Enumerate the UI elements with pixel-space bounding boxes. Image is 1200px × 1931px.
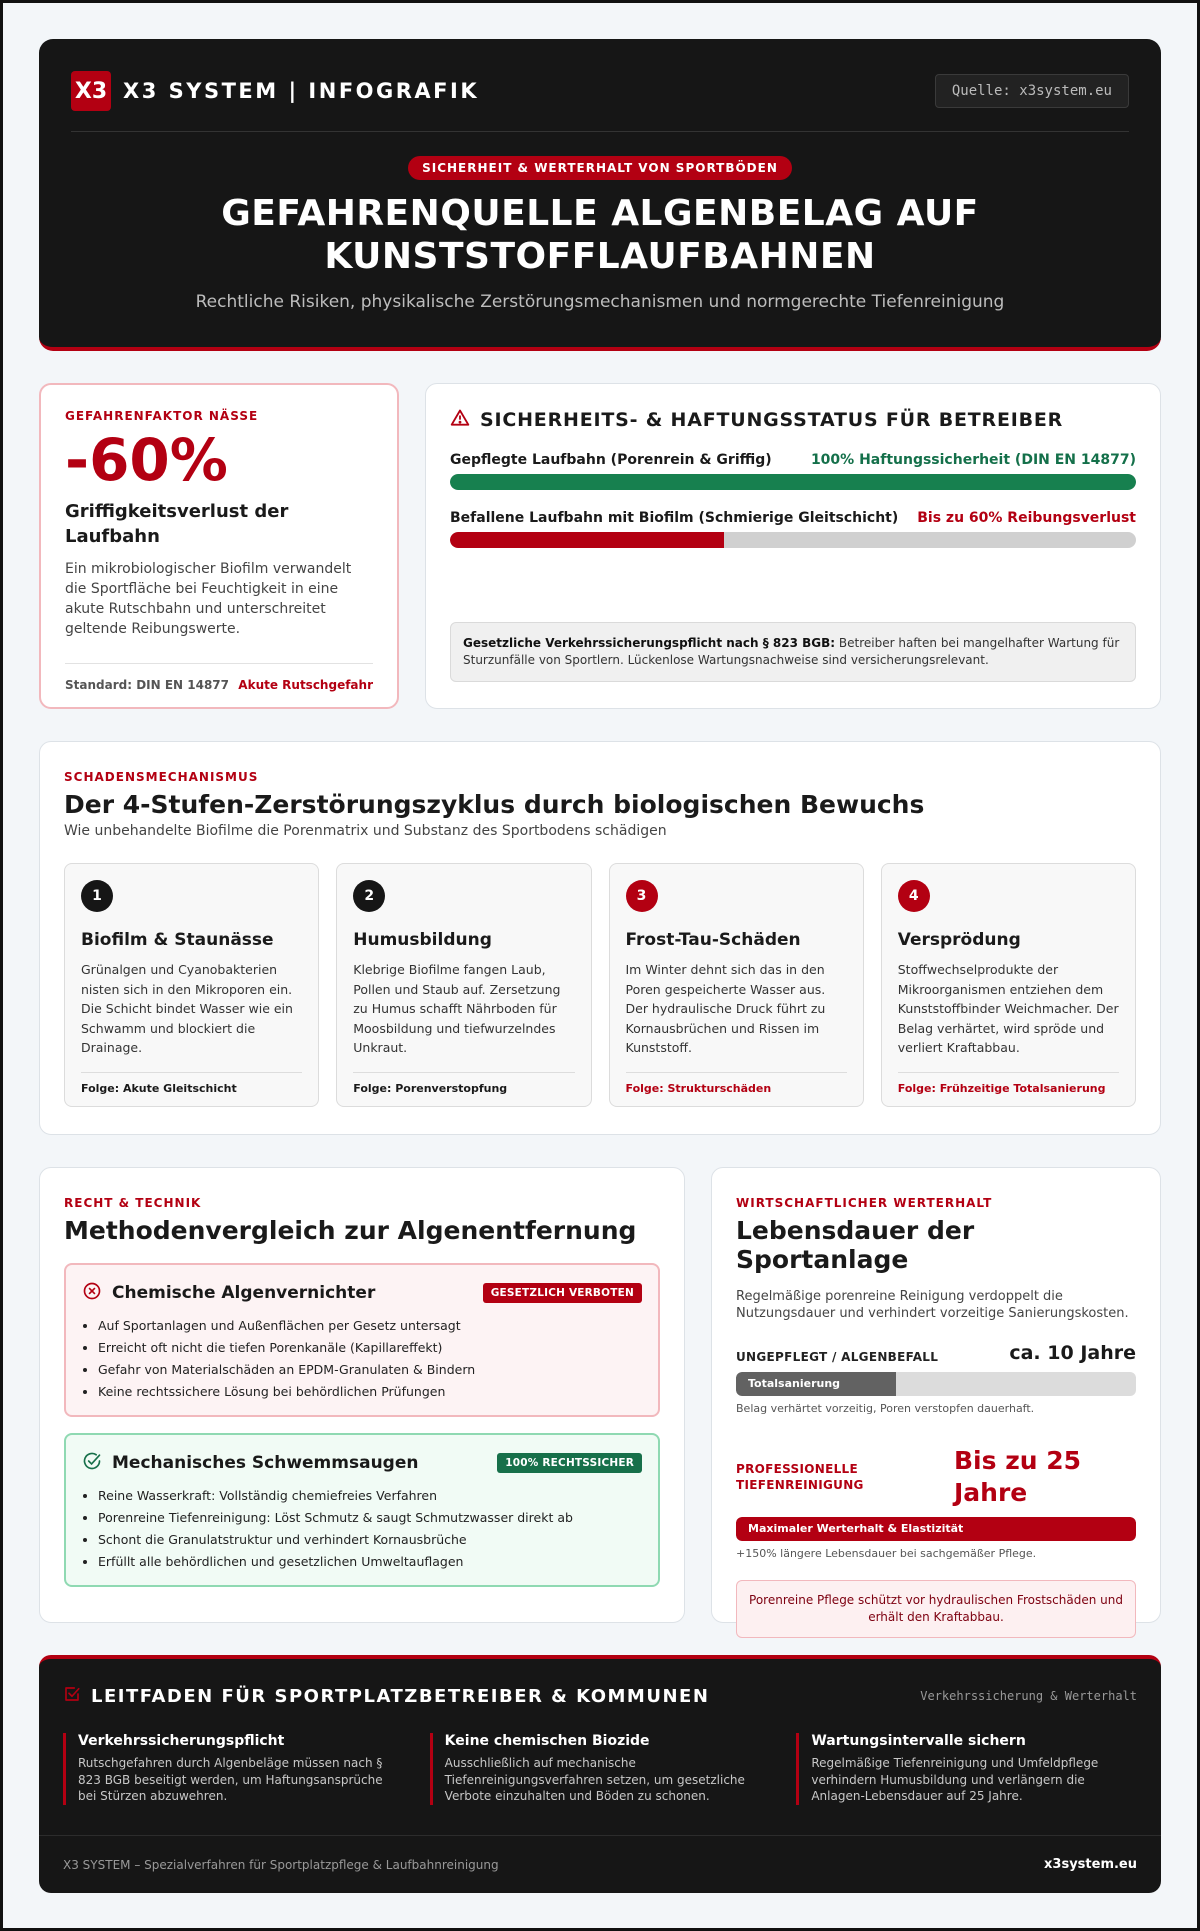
cycle-step bbox=[881, 863, 1136, 1107]
status-bar-track bbox=[450, 532, 1136, 548]
list-item: • Gefahr von Materialschäden an EPDM-Granulaten & Bindern bbox=[98, 1359, 642, 1381]
risk-card bbox=[39, 383, 399, 709]
guide-text: Ausschließlich auf mechanische Tiefenreinigungsverfahren setzen, um gesetzliche Verbote einzuhalten und Böden zu schonen. bbox=[444, 1756, 745, 1803]
status-bar-fill bbox=[450, 474, 1136, 490]
status-bar-infested bbox=[450, 510, 1136, 548]
risk-warning: Akute Rutschgefahr bbox=[238, 678, 373, 692]
cycle-step bbox=[64, 863, 319, 1107]
list-item: • Keine rechtssichere Lösung bei behördlichen Prüfungen bbox=[98, 1381, 642, 1403]
risk-value: -60% bbox=[65, 426, 228, 494]
list-item: • Porenreine Tiefenreinigung: Löst Schmutz & saugt Schmutzwasser direkt ab bbox=[98, 1507, 642, 1529]
footer-title: LEITFADEN FÜR SPORTPLATZBETREIBER & KOMMUNEN bbox=[91, 1685, 710, 1707]
footer-bottom-bar bbox=[39, 1835, 1161, 1893]
cycle-subtitle: Wie unbehandelte Biofilme die Porenmatrix und Substanz des Sportbodens schädigen bbox=[64, 823, 667, 839]
page-title bbox=[71, 192, 1129, 278]
status-bar-fill bbox=[450, 532, 724, 548]
status-bar-value: Bis zu 60% Reibungsverlust bbox=[917, 510, 1136, 526]
methods-eyebrow: RECHT & TECHNIK bbox=[64, 1196, 202, 1210]
status-bar-label: Gepflegte Laufbahn (Porenrein & Griffig) bbox=[450, 452, 772, 468]
cycle-eyebrow: SCHADENSMECHANISMUS bbox=[64, 770, 259, 784]
risk-status-row bbox=[39, 383, 1161, 709]
professional-row bbox=[736, 1445, 1136, 1509]
status-title: SICHERHEITS- & HAFTUNGSSTATUS FÜR BETREIBER bbox=[480, 409, 1064, 431]
risk-text: Ein mikrobiologischer Biofilm verwandelt die Sportfläche bei Feuchtigkeit in eine akute Rutschbahn und unterschreitet geltende Reibungswerte. bbox=[65, 561, 352, 637]
hero-header bbox=[39, 39, 1161, 351]
chemical-method-title: Chemische Algenvernichter bbox=[112, 1283, 376, 1303]
legal-safe-tag: 100% RECHTSSICHER bbox=[497, 1453, 642, 1473]
professional-bar-fill: Maximaler Werterhalt & Elastizität bbox=[736, 1517, 1136, 1541]
step-number: 2 bbox=[353, 880, 385, 912]
step-consequence: Folge: Porenverstopfung bbox=[353, 1072, 574, 1095]
cycle-title: Der 4-Stufen-Zerstörungszyklus durch biologischen Bewuchs bbox=[64, 790, 925, 819]
step-number: 3 bbox=[626, 880, 658, 912]
step-text: Klebrige Biofilme fangen Laub, Pollen und Staub auf. Zersetzung zu Humus schafft Nährboden für Moosbildung und tiefwurzelndes Unkraut. bbox=[353, 962, 561, 1055]
guide-title: Wartungsintervalle sichern bbox=[811, 1733, 1026, 1749]
status-bar-maintained bbox=[450, 452, 1136, 490]
check-circle-icon bbox=[82, 1451, 102, 1475]
step-text: Stoffwechselprodukte der Mikroorganismen entziehen dem Kunststoffbinder Weichmacher. Der Belag verhärtet, wird spröde und verliert Kraftabbau. bbox=[897, 962, 1119, 1055]
methods-title: Methodenvergleich zur Algenentfernung bbox=[64, 1216, 637, 1245]
lifetime-callout: Porenreine Pflege schützt vor hydraulischen Frostschäden und erhält den Kraftabbau. bbox=[736, 1580, 1136, 1638]
page-subtitle: Rechtliche Risiken, physikalische Zerstörungsmechanismen und normgerechte Tiefenreinigung bbox=[195, 292, 1005, 312]
guide-title: Keine chemischen Biozide bbox=[444, 1733, 650, 1749]
cycle-step bbox=[336, 863, 591, 1107]
list-item: • Reine Wasserkraft: Vollständig chemiefreies Verfahren bbox=[98, 1485, 642, 1507]
legal-notice-text: Betreiber haften bei mangelhafter Wartung für Sturzunfälle von Sportlern. Lückenlose Wartungsnachweise sind versicherungsrelevant. bbox=[463, 636, 1120, 667]
list-item: • Schont die Granulatstruktur und verhindert Kornausbrüche bbox=[98, 1529, 642, 1551]
cycle-steps bbox=[64, 863, 1136, 1107]
unmaintained-note: Belag verhärtet vorzeitig, Poren verstopfen dauerhaft. bbox=[736, 1402, 1035, 1415]
page-title-line1: GEFAHRENQUELLE ALGENBELAG AUF bbox=[221, 193, 979, 234]
step-title: Humusbildung bbox=[353, 930, 492, 950]
step-number: 1 bbox=[81, 880, 113, 912]
legal-notice bbox=[450, 622, 1136, 682]
list-item: • Erreicht oft nicht die tiefen Porenkanäle (Kapillareffekt) bbox=[98, 1337, 642, 1359]
status-bar-label: Befallene Laufbahn mit Biofilm (Schmierige Gleitschicht) bbox=[450, 510, 899, 526]
chemical-method-box bbox=[64, 1263, 660, 1417]
page-title-line2: KUNSTSTOFFLAUFBAHNEN bbox=[324, 236, 876, 277]
footer-tagline: Verkehrssicherung & Werterhalt bbox=[920, 1689, 1137, 1703]
brand-logo: X3 bbox=[71, 71, 111, 111]
mechanical-method-box bbox=[64, 1433, 660, 1587]
risk-footer bbox=[65, 663, 373, 692]
guide-item bbox=[430, 1733, 771, 1805]
source-link[interactable]: Quelle: x3system.eu bbox=[935, 74, 1129, 108]
guideline-footer bbox=[39, 1655, 1161, 1893]
method-comparison-card bbox=[39, 1167, 685, 1623]
step-text: Grünalgen und Cyanobakterien nisten sich in den Mikroporen ein. Die Schicht bindet Wasser wie ein Schwamm und blockiert die Drainage. bbox=[81, 962, 293, 1055]
professional-label: PROFESSIONELLE TIEFENREINIGUNG bbox=[736, 1462, 864, 1492]
methods-lifetime-row bbox=[39, 1167, 1161, 1623]
professional-value: Bis zu 25 Jahre bbox=[954, 1446, 1082, 1507]
professional-note: +150% längere Lebensdauer bei sachgemäßer Pflege. bbox=[736, 1547, 1037, 1560]
guide-text: Rutschgefahren durch Algenbeläge müssen nach § 823 BGB beseitigt werden, um Haftungsansprüche bei Stürzen abzuwehren. bbox=[78, 1756, 383, 1803]
unmaintained-value: ca. 10 Jahre bbox=[1009, 1342, 1136, 1364]
status-bar-track bbox=[450, 474, 1136, 490]
legal-notice-title: Gesetzliche Verkehrssicherungspflicht nach § 823 BGB: bbox=[463, 636, 836, 650]
guide-text: Regelmäßige Tiefenreinigung und Umfeldpflege verhindern Humusbildung und verlängern die Anlagen-Lebensdauer auf 25 Jahre. bbox=[811, 1756, 1099, 1803]
list-item: • Auf Sportanlagen und Außenflächen per Gesetz untersagt bbox=[98, 1315, 642, 1337]
lifetime-eyebrow: WIRTSCHAFTLICHER WERTERHALT bbox=[736, 1196, 993, 1210]
topic-badge: SICHERHEIT & WERTERHALT VON SPORTBÖDEN bbox=[408, 156, 792, 180]
risk-standard: Standard: DIN EN 14877 bbox=[65, 678, 230, 692]
status-bar-value: 100% Haftungssicherheit (DIN EN 14877) bbox=[810, 452, 1136, 468]
footer-url-link[interactable]: x3system.eu bbox=[1044, 1857, 1137, 1872]
status-card bbox=[425, 383, 1161, 709]
step-consequence: Folge: Strukturschäden bbox=[626, 1072, 847, 1095]
guide-item bbox=[63, 1733, 404, 1805]
unmaintained-bar-fill: Totalsanierung bbox=[736, 1372, 896, 1396]
x-circle-icon bbox=[82, 1281, 102, 1305]
risk-title: Griffigkeitsverlust der Laufbahn bbox=[65, 501, 289, 547]
footer-credit: X3 SYSTEM – Spezialverfahren für Sportplatzpflege & Laufbahnreinigung bbox=[63, 1857, 499, 1872]
checkbox-icon bbox=[63, 1685, 81, 1707]
hero-divider bbox=[71, 131, 1129, 132]
mechanical-method-list bbox=[82, 1485, 642, 1573]
guide-title: Verkehrssicherungspflicht bbox=[78, 1733, 285, 1749]
brand-name: X3 SYSTEM | INFOGRAFIK bbox=[123, 79, 480, 103]
lifetime-card bbox=[711, 1167, 1161, 1623]
warning-triangle-icon bbox=[450, 408, 470, 432]
chemical-method-list bbox=[82, 1315, 642, 1403]
mechanical-method-title: Mechanisches Schwemmsaugen bbox=[112, 1453, 419, 1473]
step-title: Biofilm & Staunässe bbox=[81, 930, 274, 950]
brand bbox=[71, 71, 479, 111]
lifetime-subtitle: Regelmäßige porenreine Reinigung verdoppelt die Nutzungsdauer und verhindert vorzeitige Sanierungskosten. bbox=[736, 1289, 1129, 1321]
step-title: Versprödung bbox=[897, 930, 1021, 950]
list-item: • Erfüllt alle behördlichen und gesetzlichen Umweltauflagen bbox=[98, 1551, 642, 1573]
lifetime-title: Lebensdauer der Sportanlage bbox=[736, 1216, 975, 1274]
unmaintained-row bbox=[736, 1342, 1136, 1364]
guide-item bbox=[796, 1733, 1137, 1805]
unmaintained-label: UNGEPFLEGT / ALGENBEFALL bbox=[736, 1350, 939, 1364]
risk-eyebrow: GEFAHRENFAKTOR NÄSSE bbox=[65, 409, 259, 423]
cycle-step bbox=[609, 863, 864, 1107]
step-consequence: Folge: Frühzeitige Totalsanierung bbox=[898, 1072, 1119, 1095]
guide-list bbox=[63, 1733, 1137, 1805]
professional-bar bbox=[736, 1517, 1136, 1541]
status-header bbox=[450, 408, 1136, 432]
damage-cycle-section bbox=[39, 741, 1161, 1135]
prohibited-tag: GESETZLICH VERBOTEN bbox=[483, 1283, 642, 1303]
unmaintained-bar bbox=[736, 1372, 1136, 1396]
step-text: Im Winter dehnt sich das in den Poren gespeicherte Wasser aus. Der hydraulische Druck führt zu Kornausbrüchen und Rissen im Kunststoff. bbox=[625, 962, 826, 1055]
step-title: Frost-Tau-Schäden bbox=[625, 930, 801, 950]
step-consequence: Folge: Akute Gleitschicht bbox=[81, 1072, 302, 1095]
step-number: 4 bbox=[898, 880, 930, 912]
hero-top-bar bbox=[71, 71, 1129, 111]
